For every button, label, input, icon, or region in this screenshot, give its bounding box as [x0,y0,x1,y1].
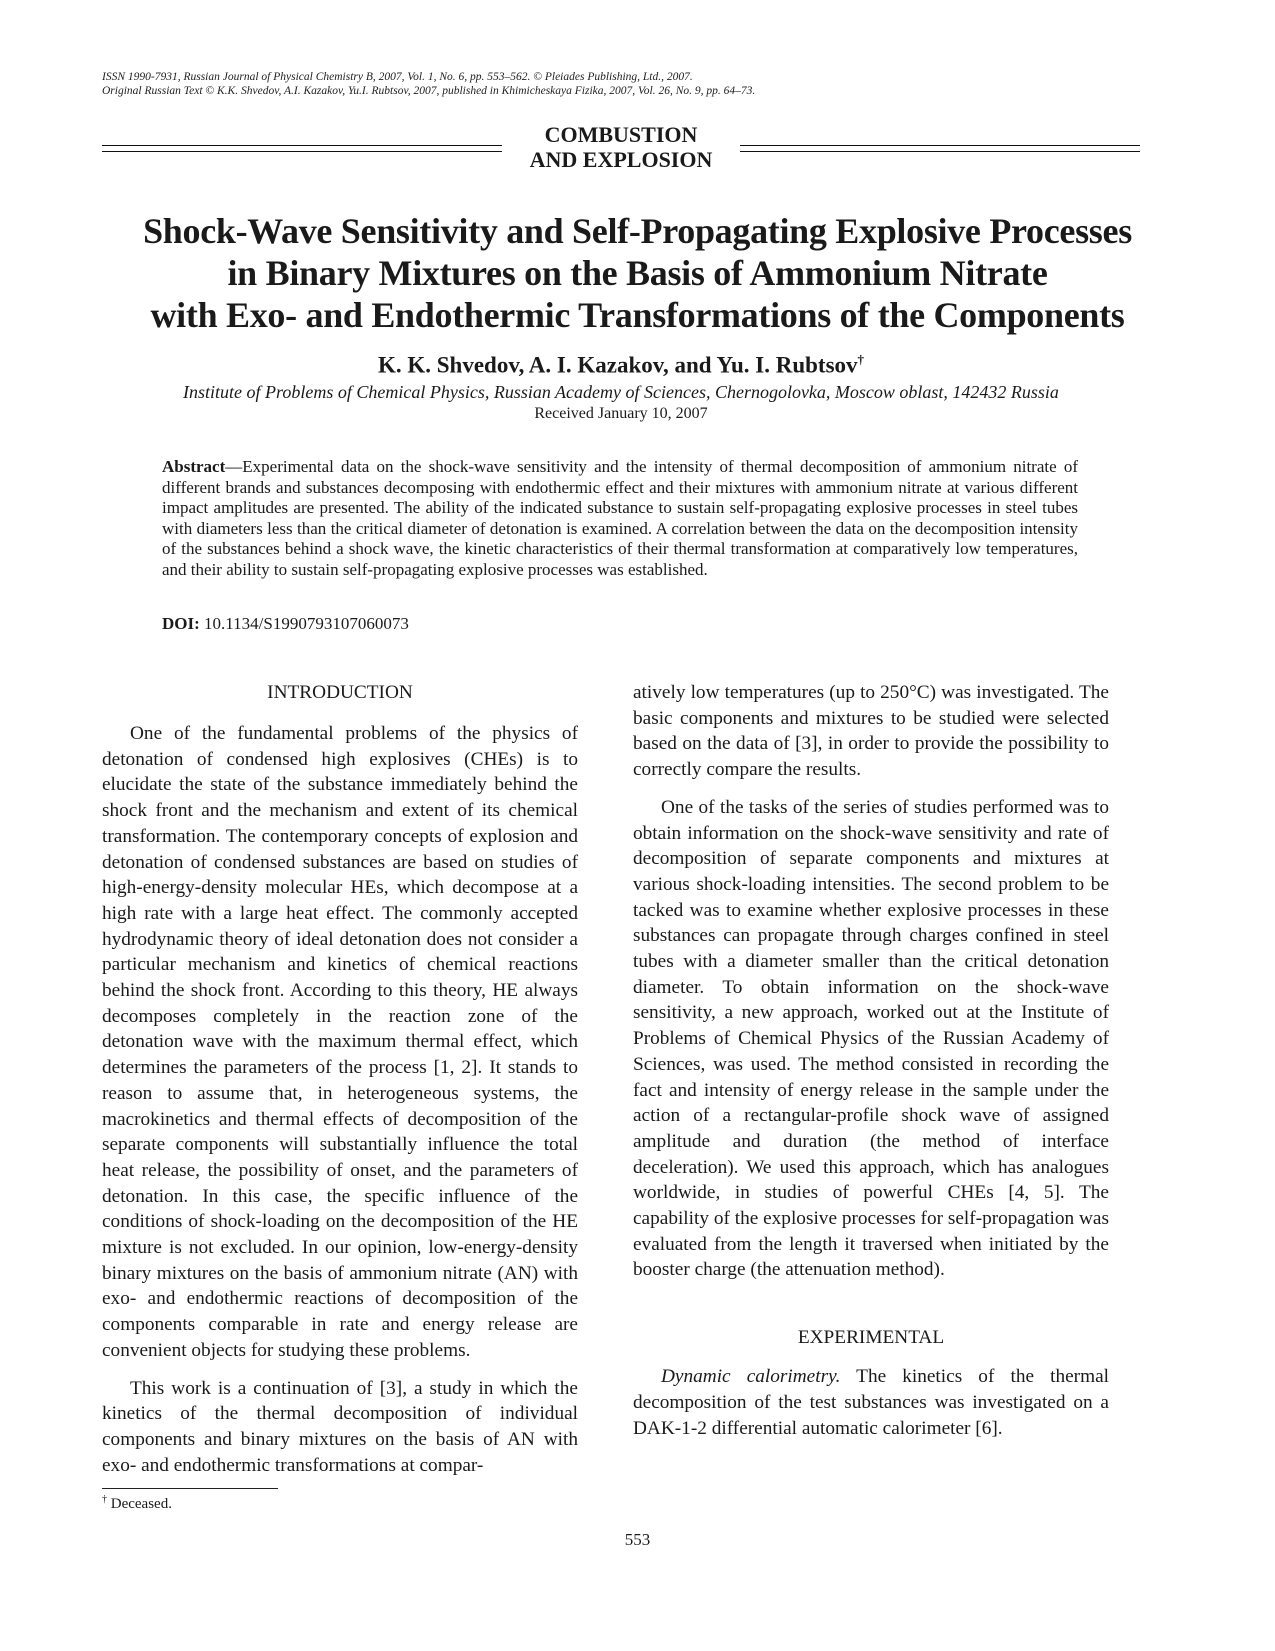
abstract-label: Abstract [162,457,226,476]
section-rule-left [102,145,502,152]
abstract-text: —Experimental data on the shock-wave sensitivity and the intensity of thermal decomposition of ammonium nitrate of different brands and substances decomposing with endothermic effect and their mixtures with ammonium nitrate at various different impact amplitudes are presented. The ability of the indicated substance to sustain self-propagating explosive processes in steel tubes with diameters less than the critical diameter of detonation is examined. A correlation between the data on the decomposition intensity of the substances behind a shock wave, the kinetic characteristics of their thermal transformation at comparatively low temperatures, and their ability to sustain self-propagating explosive processes was established. [162,457,1078,579]
introduction-paragraph-2: This work is a continuation of [3], a study in which the kinetics of the thermal decomposition of individual components and binary mixtures on the basis of AN with exo- and endothermic transformations at compar- [102,1377,578,1476]
authors-names: K. K. Shvedov, A. I. Kazakov, and Yu. I. Rubtsov [377,352,858,378]
section-rule-right [740,145,1140,152]
experimental-paragraph-1 [633,1364,1109,1441]
introduction-paragraph-3: atively low temperatures (up to 250°C) was investigated. The basic components and mixtures to be studied were selected based on the data of [3], in order to provide the possibility to correctly compare the results. [633,682,1109,781]
footnote-text: Deceased. [107,1496,172,1512]
paper-title [90,210,1185,336]
paper-title-line-3: with Exo- and Endothermic Transformations of the Components [150,295,1125,335]
footnote-rule [102,1488,278,1489]
journal-header-line-1: ISSN 1990-7931, Russian Journal of Physical Chemistry B, 2007, Vol. 1, No. 6, pp. 553–562. © Pleiades Publishing, Ltd., 2007. [102,71,693,83]
section-heading [102,120,1140,176]
introduction-paragraph-4: One of the tasks of the series of studies performed was to obtain information on the shock-wave sensitivity and rate of decomposition of separate components and mixtures at various shock-loading intensities. The second problem to be tacked was to examine whether explosive processes in these substances can propagate through charges confined in steel tubes with a diameter smaller than the critical detonation diameter. To obtain information on the shock-wave sensitivity, a new approach, worked out at the Institute of Problems of Chemical Physics of the Russian Academy of Sciences, was used. The method consisted in recording the fact and intensity of energy release in the sample under the action of a rectangular-profile shock wave of assigned amplitude and duration (the method of interface deceleration). We used this approach, which has analogues worldwide, in studies of powerful CHEs [4, 5]. The capability of the explosive processes for self-propagation was evaluated from the length it traversed when initiated by the booster charge (the attenuation method). [633,796,1109,1281]
affiliation: Institute of Problems of Chemical Physics, Russian Academy of Sciences, Chernogolovka, Moscow oblast, 142432 Russia [183,382,1059,402]
paper-title-line-1: Shock-Wave Sensitivity and Self-Propagating Explosive Processes [143,211,1132,251]
section-title-line-2: AND EXPLOSION [529,147,713,172]
left-column [102,680,578,1490]
footnote-mark: † [102,1494,107,1505]
journal-header [102,70,1172,98]
section-title [502,122,740,172]
introduction-heading: INTRODUCTION [267,682,413,703]
doi-value[interactable]: 10.1134/S1990793107060073 [204,614,409,633]
abstract [162,457,1078,580]
received-date: Received January 10, 2007 [534,405,708,422]
experimental-heading: EXPERIMENTAL [797,1327,945,1349]
authors [102,346,1140,380]
doi-label: DOI: [162,614,200,633]
section-title-line-1: COMBUSTION [544,122,698,147]
footnote [102,1490,172,1514]
experimental-paragraph-text: The kinetics of the thermal decomposition of the test substances was investigated on a DAK-1-2 differential automatic calorimeter [6]. [633,1366,1109,1439]
journal-header-line-2: Original Russian Text © K.K. Shvedov, A.I. Kazakov, Yu.I. Rubtsov, 2007, published in Khimicheskaya Fizika, 2007, Vol. 26, No. 9, pp. 64–73. [102,85,756,97]
introduction-paragraph-1: One of the fundamental problems of the physics of detonation of condensed high explosives (CHEs) is to elucidate the state of the substance immediately behind the shock front and the mechanism and extent of its chemical transformation. The contemporary concepts of explosion and detonation of condensed substances are based on studies of high-energy-density molecular HEs, which decompose at a high rate with a large heat effect. The commonly accepted hydrodynamic theory of ideal detonation does not consider a particular mechanism and kinetics of chemical reactions behind the shock front. According to this theory, HE always decomposes completely in the reaction zone of the detonation wave with the maximum thermal effect, which determines the parameters of the process [1, 2]. It stands to reason to assume that, in heterogeneous systems, the macrokinetics and thermal effects of decomposition of the separate components will substantially influence the total heat release, the possibility of onset, and the parameters of detonation. In this case, the specific influence of the conditions of shock-loading on the decomposition of the HE mixture is not excluded. In our opinion, low-energy-density binary mixtures on the basis of ammonium nitrate (AN) with exo- and endothermic reactions of decomposition of the components comparable in rate and energy release are convenient objects for studying these problems. [102,723,578,1361]
paper-title-line-2: in Binary Mixtures on the Basis of Ammonium Nitrate [227,253,1048,293]
dynamic-calorimetry-lead: Dynamic calorimetry. [661,1366,841,1388]
doi [162,614,409,634]
deceased-mark: † [857,352,865,367]
page-number: 553 [624,1530,651,1549]
right-column [633,680,1109,1453]
